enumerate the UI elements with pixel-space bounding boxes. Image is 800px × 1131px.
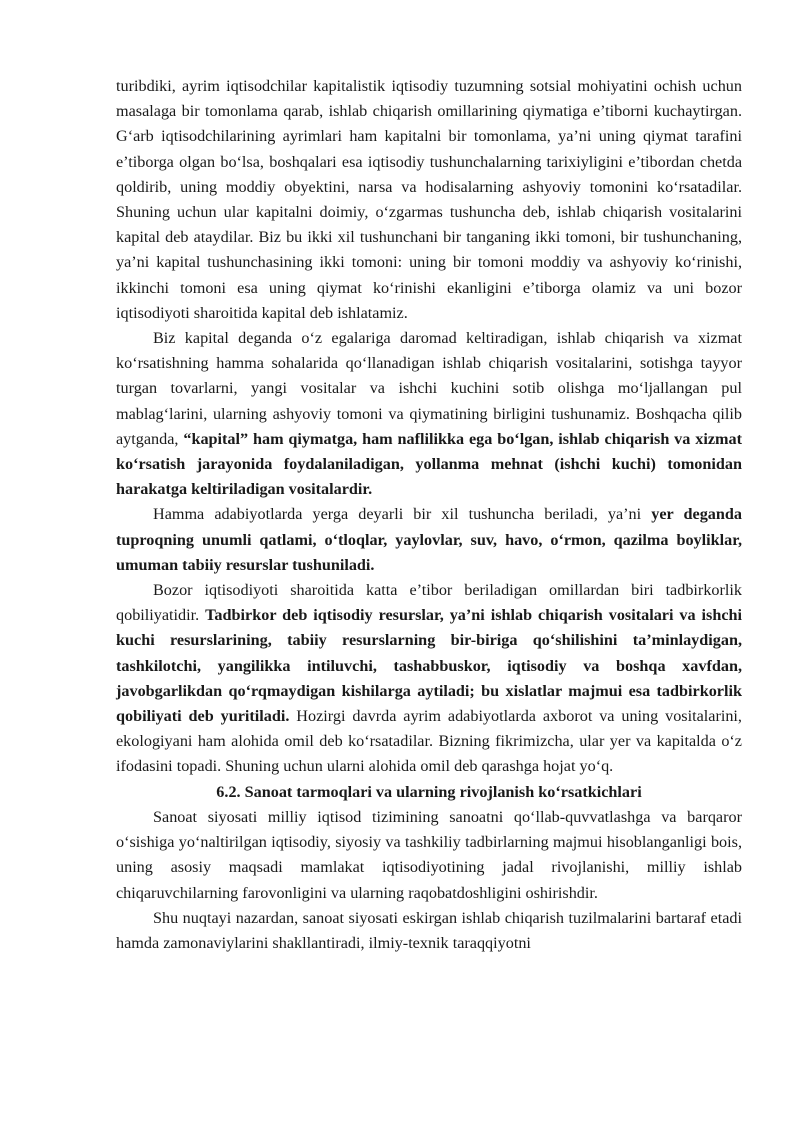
paragraph-1-text: turibdiki, ayrim iqtisodchilar kapitalistik iqtisodiy tuzumning sotsial mohiyatini ochish uchun masalaga bir tomonlama qarab, ishlab chiqarish omillarining qiymatiga e’tiborni kuchaytirgan. G‘arb iqtisodchilarining ayrimlari ham kapitalni bir tomonlama, ya’ni uning qiymat tarafini e’tiborga olgan bo‘lsa, boshqalari esa iqtisodiy tushunchalarning tarixiyligini e’tibordan chetda qoldirib, uning moddiy obyektini, narsa va hodisalarning ashyoviy tomonini ko‘rsatadilar. Shuning uchun ular kapitalni doimiy, o‘zgarmas tushuncha deb, ishlab chiqarish vositalarini kapital deb ataydilar. Biz bu ikki xil tushunchani bir tanganing ikki tomoni, bir tushunchaning, ya’ni kapital tushunchasining ikki tomoni: uning bir tomoni moddiy va ashyoviy ko‘rinishi, ikkinchi tomoni esa uning qiymat ko‘rinishi ekanligini e’tiborga olamiz va uni bozor iqtisodiyoti sharoitida kapital deb ishlatamiz. — [116, 77, 742, 322]
paragraph-3-bold-definition: yer deganda tuproqning unumli qatlami, o‘tloqlar, yaylovlar, suv, havo, o‘rmon, qazilma boyliklar, umuman tabiiy resurslar tushuniladi. — [116, 505, 742, 574]
paragraph-6-text: Shu nuqtayi nazardan, sanoat siyosati eskirgan ishlab chiqarish tuzilmalarini bartaraf etadi hamda zamonaviylarini shakllantiradi, ilmiy-texnik taraqqiyotni — [116, 908, 742, 952]
paragraph-4-bold-definition: Tadbirkor deb iqtisodiy resurslar, ya’ni ishlab chiqarish vositalari va ishchi kuchi resurslarining, tabiiy resurslarning bir-biriga qo‘shilishini ta’minlaydigan, tashkilotchi, yangilikka intiluvchi, tashabbuskor, iqtisodiy va boshqa xavfdan, javobgarlikdan qo‘rqmaydigan kishilarga aytiladi; bu xislatlar majmui esa tadbirkorlik qobiliyati deb yuritiladi. — [116, 606, 743, 726]
paragraph-1 — [116, 74, 742, 326]
paragraph-3 — [116, 502, 742, 578]
paragraph-4-text: Bozor iqtisodiyoti sharoitida katta e’tibor beriladigan omillardan biri tadbirkorlik qobiliyatidir. — [116, 581, 742, 625]
paragraph-5 — [116, 805, 742, 906]
paragraph-5-text: Sanoat siyosati milliy iqtisod tizimining sanoatni qo‘llab-quvvatlashga va barqaror o‘sishiga yo‘naltirilgan iqtisodiy, siyosiy va tashkiliy tadbirlarning majmui hisoblanganligi bois, uning asosiy maqsadi mamlakat iqtisodiyotining jadal rivojlanishi, milliy ishlab chiqaruvchilarning farovonligini va ularning raqobatdoshligini oshirishdir. — [116, 807, 742, 902]
paragraph-4 — [116, 578, 742, 780]
paragraph-4-text-end: Hozirgi davrda ayrim adabiyotlarda axborot va uning vositalarini, ekologiyani ham alohida omil deb ko‘rsatadilar. Bizning fikrimizcha, ular yer va kapitalda o‘z ifodasini topadi. Shuning uchun ularni alohida omil deb qarashga hojat yo‘q. — [116, 707, 742, 776]
paragraph-2 — [116, 326, 742, 502]
paragraph-2-bold-definition: “kapital” ham qiymatga, ham naflilikka ega bo‘lgan, ishlab chiqarish va xizmat ko‘rsatish jarayonida foydalaniladigan, yollanma mehnat (ishchi kuchi) tomonidan harakatga keltiriladigan vositalardir. — [116, 429, 742, 499]
paragraph-6 — [116, 906, 742, 956]
paragraph-2-text: Biz kapital deganda o‘z egalariga daromad keltiradigan, ishlab chiqarish va xizmat ko‘rsatishning hamma sohalarida qo‘llanadigan ishlab chiqarish vositalarini, sotishga tayyor turgan tovarlarni, yangi vositalar va ishchi kuchini sotib olishga mo‘ljallangan pul mablag‘larini, ularning ashyoviy tomoni va qiymatining birligini tushunamiz. Boshqacha qilib aytganda, — [116, 329, 742, 448]
section-heading: 6.2. Sanoat tarmoqlari va ularning rivojlanish ko‘rsatkichlari — [216, 782, 642, 801]
document-page — [116, 74, 742, 956]
paragraph-3-text: Hamma adabiyotlarda yerga deyarli bir xil tushuncha beriladi, ya’ni — [153, 505, 652, 524]
